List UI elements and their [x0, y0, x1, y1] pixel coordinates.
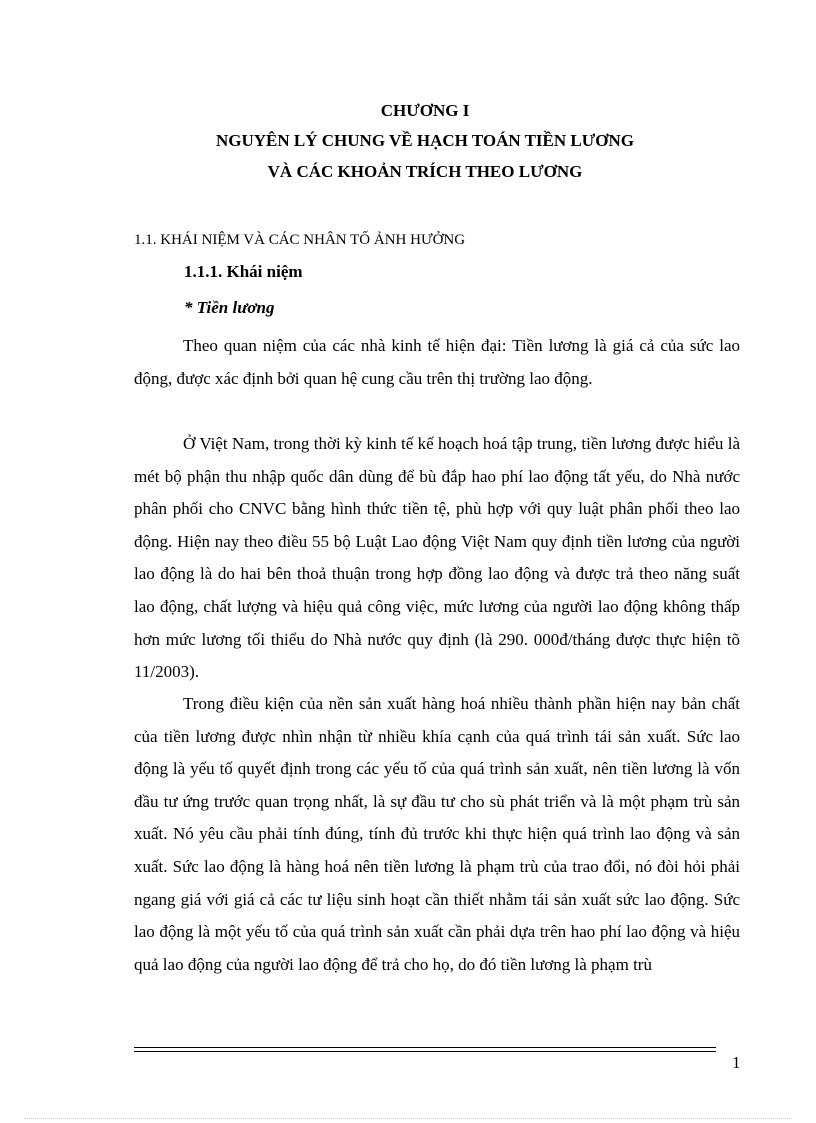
chapter-title-line-2: VÀ CÁC KHOẢN TRÍCH THEO LƯƠNG — [267, 162, 583, 181]
chapter-title-line-1: NGUYÊN LÝ CHUNG VỀ HẠCH TOÁN TIỀN LƯƠNG — [216, 131, 634, 150]
page-boundary — [24, 1118, 792, 1119]
item-title: * Tiền lương — [184, 298, 275, 317]
paragraph: Trong điều kiện của nền sản xuất hàng hoá nhiều thành phần hiện nay bản chất của tiền lương được nhìn nhận từ nhiều khía cạnh của quá trình tái sản xuất. Sức lao động là yếu tố quyết định trong các yếu tố của quá trình sản xuất, nên tiền lương là vốn đầu tư ứng trước quan trọng nhất, là sự đầu tư cho sù phát triển và là một phạm trù sản xuất. Nó yêu cầu phải tính đúng, tính đủ trước khi thực hiện quá trình lao động và sản xuất. Sức lao động là hàng hoá nên tiền lương là phạm trù của trao đổi, nó đòi hỏi phải ngang giá với giá cả các tư liệu sinh hoạt cần thiết nhằm tái sản xuất sức lao động. Sức lao động là một yếu tố của quá trình sản xuất cần phải dựa trên hao phí lao động và hiệu quả lao động của người lao động để trả cho họ, do đó tiền lương là phạm trù — [134, 694, 740, 974]
section-title: 1.1. KHÁI NIỆM VÀ CÁC NHÂN TỐ ẢNH HƯỞNG — [134, 232, 466, 248]
footer-divider — [134, 1047, 716, 1052]
paragraph: Theo quan niệm của các nhà kinh tế hiện đại: Tiền lương là giá cả của sức lao động, được xác định bởi quan hệ cung cầu trên thị trường lao động. — [134, 336, 740, 388]
page-number: 1 — [732, 1053, 741, 1072]
paragraph: Ở Việt Nam, trong thời kỳ kinh tế kế hoạch hoá tập trung, tiền lương được hiểu là mét bộ phận thu nhập quốc dân dùng để bù đắp hao phí lao động tất yếu, do Nhà nước phân phối cho CNVC bằng hình thức tiền tệ, phù hợp với quy luật phân phối theo lao động. Hiện nay theo điều 55 bộ Luật Lao động Việt Nam quy định tiền lương của người lao động là do hai bên thoả thuận trong hợp đồng lao động và được trả theo năng suất lao động, chất lượng và hiệu quả công việc, mức lương của người lao động không thấp hơn mức lương tối thiểu do Nhà nước quy định (là 290. 000đ/tháng được thực hiện tõ 11/2003). — [134, 434, 740, 682]
subsection-title: 1.1.1. Khái niệm — [184, 262, 303, 281]
chapter-number: CHƯƠNG I — [380, 101, 470, 120]
